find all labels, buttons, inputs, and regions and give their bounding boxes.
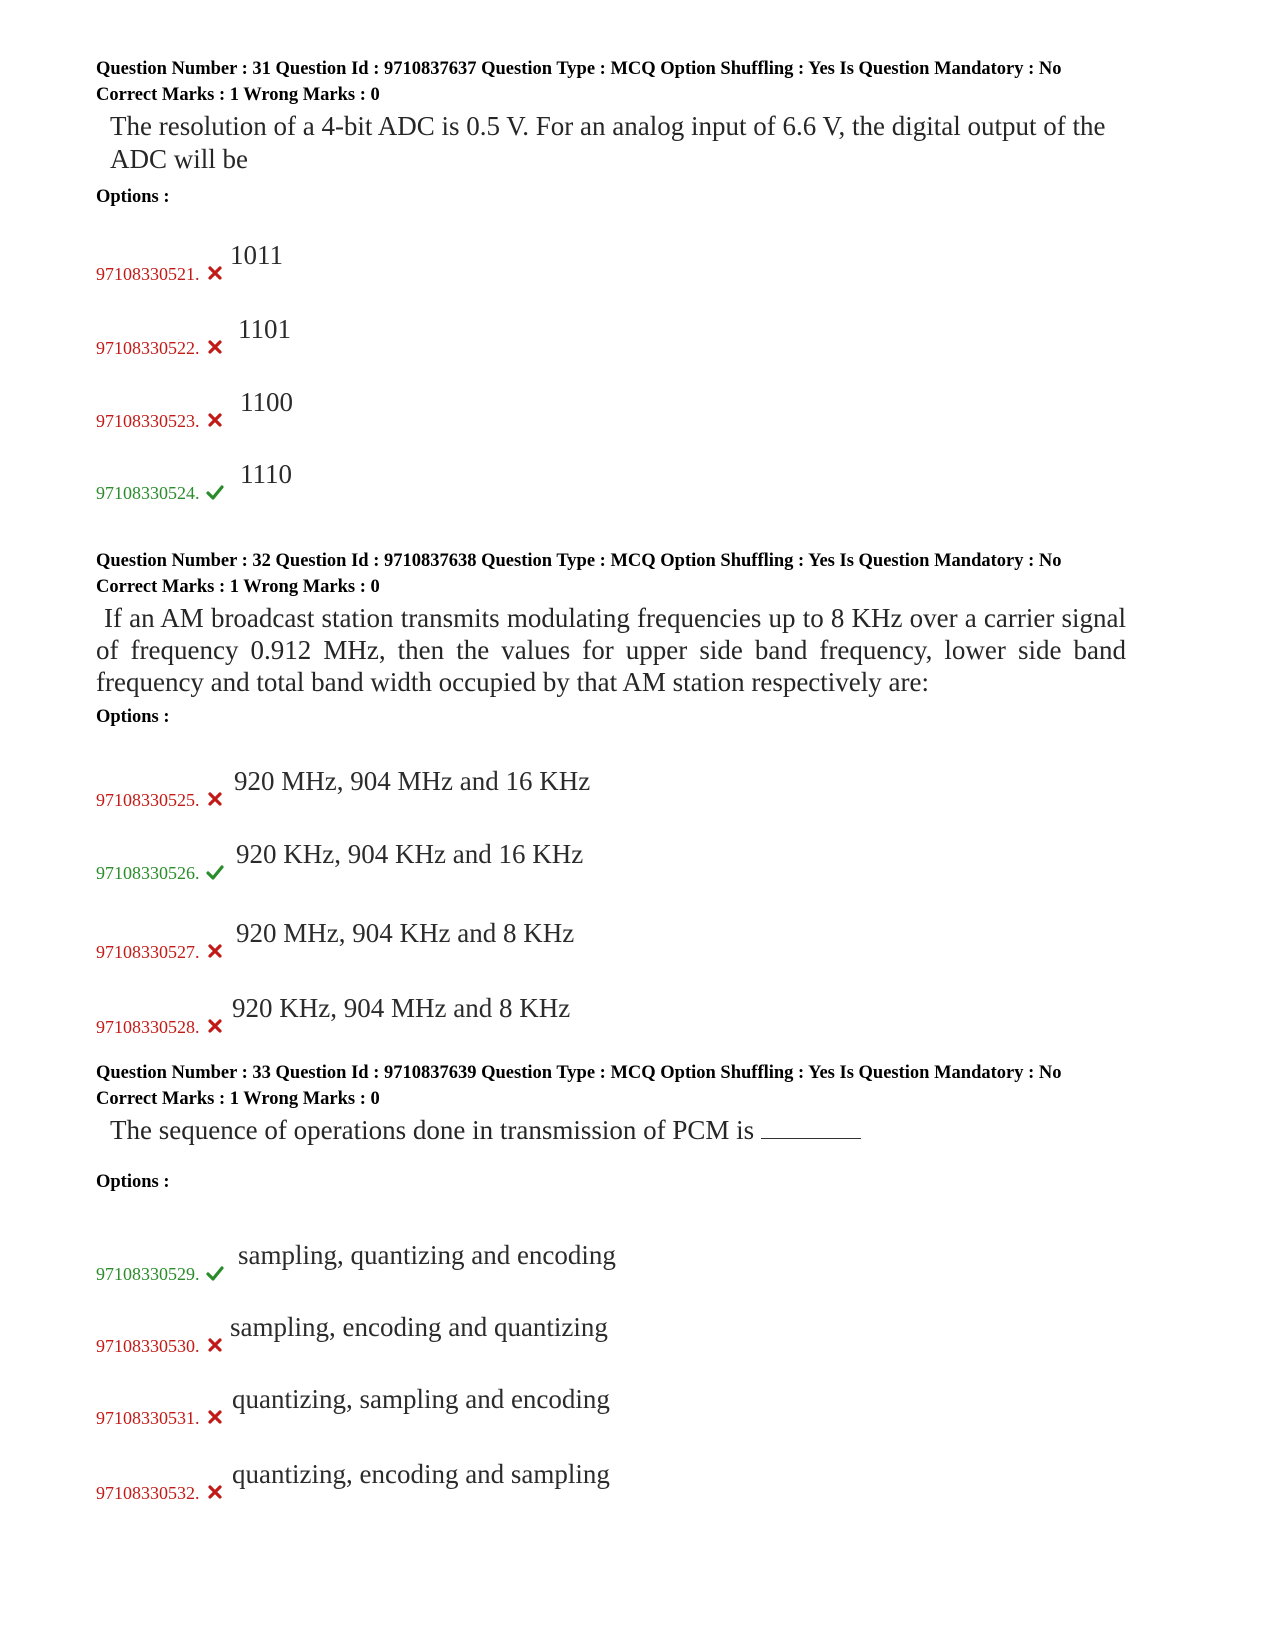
- option-text: quantizing, encoding and sampling: [232, 1459, 610, 1489]
- option: [96, 358, 1196, 431]
- check-icon: [206, 863, 224, 881]
- option-id: 97108330524.: [96, 483, 200, 503]
- option-id: 97108330521.: [96, 264, 200, 284]
- option: [96, 1428, 1196, 1503]
- option: [96, 883, 1196, 962]
- cross-icon: [206, 942, 224, 960]
- question-text-content: The sequence of operations done in transmission of PCM is: [110, 1115, 755, 1145]
- option-id: 97108330532.: [96, 1483, 200, 1503]
- options-list: [96, 760, 1196, 1037]
- question-meta: Question Number : 33 Question Id : 9710837639 Question Type : MCQ Option Shuffling : Yes Is Question Mandatory : No: [96, 1063, 1062, 1083]
- option-text: 920 KHz, 904 KHz and 16 KHz: [236, 839, 584, 869]
- option-id: 97108330522.: [96, 338, 200, 358]
- question-marks: Correct Marks : 1 Wrong Marks : 0: [96, 85, 380, 105]
- question-meta: Question Number : 31 Question Id : 9710837637 Question Type : MCQ Option Shuffling : Yes Is Question Mandatory : No: [96, 59, 1062, 79]
- options-list: [96, 1234, 1196, 1503]
- question-text: If an AM broadcast station transmits modulating frequencies up to 8 KHz over a carrier signal of frequency 0.912 MHz, then the values for upper side band frequency, lower side band frequency and total band width occupied by that AM station respectively are:: [96, 603, 1126, 697]
- option-id: 97108330525.: [96, 790, 200, 810]
- option-id: 97108330530.: [96, 1336, 200, 1356]
- options-label: Options :: [96, 1172, 170, 1192]
- option: [96, 431, 1196, 503]
- option: [96, 284, 1196, 358]
- options-list: [96, 236, 1196, 503]
- question-text: [96, 1114, 1196, 1147]
- option-text: sampling, quantizing and encoding: [238, 1240, 616, 1270]
- option: [96, 1284, 1196, 1356]
- question-marks: Correct Marks : 1 Wrong Marks : 0: [96, 1089, 380, 1109]
- option-text: 920 MHz, 904 KHz and 8 KHz: [236, 918, 575, 948]
- question-meta: Question Number : 32 Question Id : 9710837638 Question Type : MCQ Option Shuffling : Yes Is Question Mandatory : No: [96, 551, 1062, 571]
- option: [96, 760, 1196, 810]
- cross-icon: [206, 1336, 224, 1354]
- option-text: quantizing, sampling and encoding: [232, 1384, 610, 1414]
- option-id: 97108330523.: [96, 411, 200, 431]
- option-text: 1101: [238, 314, 291, 344]
- check-icon: [206, 1264, 224, 1282]
- option: [96, 1234, 1196, 1284]
- option-text: 920 MHz, 904 MHz and 16 KHz: [234, 766, 591, 796]
- cross-icon: [206, 1017, 224, 1035]
- cross-icon: [206, 1483, 224, 1501]
- cross-icon: [206, 411, 224, 429]
- option: [96, 236, 1196, 284]
- answer-blank: [761, 1114, 861, 1139]
- question-31: [96, 56, 1196, 210]
- option-text: 1011: [230, 240, 283, 270]
- option-id: 97108330531.: [96, 1408, 200, 1428]
- check-icon: [206, 483, 224, 501]
- option-id: 97108330527.: [96, 942, 200, 962]
- option: [96, 810, 1196, 883]
- options-label: Options :: [96, 187, 170, 207]
- cross-icon: [206, 790, 224, 808]
- option-text: sampling, encoding and quantizing: [230, 1312, 608, 1342]
- option-text: 920 KHz, 904 MHz and 8 KHz: [232, 993, 571, 1023]
- question-33: [96, 1060, 1196, 1195]
- option: [96, 962, 1196, 1037]
- question-marks: Correct Marks : 1 Wrong Marks : 0: [96, 577, 380, 597]
- option-id: 97108330528.: [96, 1017, 200, 1037]
- option: [96, 1356, 1196, 1428]
- question-text: The resolution of a 4-bit ADC is 0.5 V. For an analog input of 6.6 V, the digital output of the ADC will be: [110, 111, 1106, 174]
- cross-icon: [206, 1408, 224, 1426]
- option-text: 1110: [240, 459, 292, 489]
- cross-icon: [206, 264, 224, 282]
- question-32: [96, 548, 1196, 730]
- option-id: 97108330526.: [96, 863, 200, 883]
- cross-icon: [206, 338, 224, 356]
- option-text: 1100: [240, 387, 293, 417]
- option-id: 97108330529.: [96, 1264, 200, 1284]
- options-label: Options :: [96, 707, 170, 727]
